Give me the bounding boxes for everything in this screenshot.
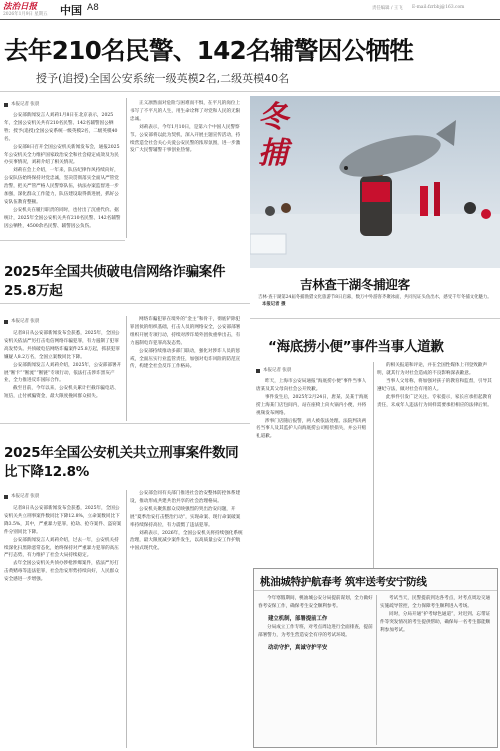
editor-email: E-mail:fzrbbj@163.com [412, 5, 465, 10]
byline-marker-icon [4, 320, 8, 324]
section-name: 中国 [60, 4, 82, 17]
sidebar-col1 [258, 595, 374, 745]
lead-rule [0, 91, 500, 92]
lead-paragraph: 刘莉在会上介绍，一年来，队伍纪律作风持续向好，公安队伍始终保持对党忠诚，坚决贯彻落实全面从严管党治警，把关严管严格人民警察队伍，执法办案监督进一步加强，深化群众工作能力，队伍建设取得新进展，抓好公安队伍教育整顿。 [4, 168, 119, 205]
feature2-paragraph: 去年全国公安机关共侦办涉枪涉爆案件，依法严厉打击黄赌毒等违法犯罪，社会治安形势持续向好，人民群众安全感进一步增强。 [4, 561, 119, 583]
lead-continued [130, 100, 242, 260]
photo-rule [250, 318, 500, 319]
sidebar-paragraph: 今年寒假期间，桃油城公安分局提前谋划，全力做好春考安保工作，确保考生安全顺利参考。 [258, 596, 373, 609]
feature3-col2 [377, 362, 496, 568]
sidebar-col2 [380, 595, 494, 745]
feature1-headline [4, 263, 244, 301]
column-divider [373, 362, 374, 568]
feature2-paragraph: 记者8日从公安部新闻发布会获悉，2025年，全国公安机关共立刑事案件数同比下降12.8%，立命案数同比下降3.5%，其中，严重暴力犯罪，抢劫、抢夺案件、盗窃案件分别同比下降。 [4, 506, 122, 535]
lead-body [4, 112, 122, 232]
sidebar-paragraph: 考试当天，民警提前到达各考点，对考点周边交通实施疏导管控，全力保障考生顺利进入考场。 [380, 596, 491, 609]
feature2-col2 [130, 490, 244, 748]
editor-info: 责任编辑 / 王飞 [372, 6, 403, 11]
feature2-rule [0, 423, 250, 424]
lead-subheadline: 授予(追授)全国公安系统一级英模2名,二级英模40名 [36, 72, 290, 85]
news-photo [250, 96, 500, 268]
lead-headline: 去年210名民警、142名辅警因公牺牲 [4, 36, 414, 65]
photo-caption-text: 吉林·查干湖第24届冬捕渔猎文化旅游节8日启幕，数万中外游客齐聚冰面，共同见证头鱼出水，感受千年冬捕文化魅力。 [258, 295, 492, 300]
column-divider [126, 98, 127, 238]
feature1-paragraph: 记者8日从公安部新闻发布会获悉，2025年，全国公安机关依法严厉打击电信网络诈骗犯罪，有力遏制了犯罪高发势头。共侦破电信网络诈骗案件25.8万起，抓获犯罪嫌疑人8.2万名，全国立案数同比下降。 [4, 331, 120, 360]
feature3-paragraph: 涉事门店随后报警，两人被依法处理。法院判决两名当事人及其监护人向海底捞公司赔偿损失，并公开赔礼道歉。 [256, 418, 367, 440]
photo-title: 吉林查干湖冬捕迎客 [300, 277, 410, 292]
feature1-rule [0, 240, 125, 241]
sidebar-subhead: 动动守护，真诚守护平安 [268, 644, 328, 651]
lead-byline [4, 101, 39, 108]
lead-paragraph: 公安部8日召开全国公安机关新闻发布会，通报2025年公安机关全力维护国家政治安全和社会稳定成效及为民办实事情况，刘莉介绍了相关情况。 [4, 144, 120, 166]
column-divider [126, 316, 127, 421]
feature3-paragraph: 的相关报道和评论，并在全国性媒体上刊登致歉声明，就其行为对社会造成的不良影响深表歉意。 [377, 363, 488, 376]
sidebar-box [253, 568, 498, 748]
feature2-paragraph: 公安部会同有关部门推进社会治安整体防控体系建设，推动形成共建共治共享的社会治理格局。 [130, 491, 241, 504]
byline-marker-icon [256, 369, 260, 373]
feature3-byline-text: 本报记者 张晨 [263, 368, 292, 373]
feature1-paragraph: 公安部持续推动多部门联动，强化对涉诈人员的惩戒，全面压实行业监管责任，加强对电诈风险的防范宣传，构建全社会反诈工作格局。 [130, 348, 241, 370]
feature1-byline-text: 本报记者 张晨 [11, 319, 40, 324]
feature1-paragraph: 网络诈骗犯罪在境外的“金主”和骨干，彻底铲除犯罪团伙的组织基础，打击人员的网络安全，公安部部署组织开展专项行动，持续对涉诈境外团伙重拳出击，有力遏制电诈犯罪高发态势。 [130, 317, 241, 346]
feature2-paragraph: 刘莉表示，2026年，全国公安机关将持续强化系统治理，最大限度减少案件发生，以高质量公安工作护航中国式现代化。 [130, 530, 243, 552]
lead-paragraph: 公安部新闻发言人刘莉1月8日在北京表示，2025年，全国公安机关共有210名民警、142名辅警因公牺牲；授予(追授)全国公安系统一级英模2名，二级英模40名。 [4, 113, 118, 142]
column-divider [126, 490, 127, 748]
feature2-col1 [4, 505, 122, 749]
masthead [0, 0, 500, 20]
sidebar-paragraph: 分局成立工作专班，对考点周边进行全面排查，提前部署警力，为考生营造安全有序的考试环境。 [258, 624, 373, 638]
byline-marker-icon [4, 495, 8, 499]
byline-marker-icon [4, 103, 8, 107]
feature3-paragraph: 当事人父母称，将加强对孩子的教育和监督，引导其遵纪守法，做对社会有用的人。 [377, 378, 492, 392]
feature1-top-rule [0, 303, 250, 304]
feature3-paragraph: 此事件引发广泛关注。专家提示，家长应承担起教育责任，未成年人违法行为同样需要承担相应的法律后果。 [377, 394, 492, 408]
feature1-paragraph: 公安部新闻发言人刘莉介绍，2025年，公安部部署开展“断卡”“断流”“断链”专项行动，依法打击涉诈黑灰产业，全力推进反诈国际合作。 [4, 362, 122, 384]
feature2-byline-text: 本报记者 张晨 [11, 494, 40, 499]
feature1-paragraph: 截至目前，今年以来，公安机关累计拦截诈骗电话、短信，止付被骗资金，最大限度挽回群众损失。 [4, 386, 119, 400]
sidebar-subhead: 建立机制，部署提前工作 [268, 615, 328, 622]
masthead-date: 2026年1月9日 星期五 [3, 12, 48, 17]
photo-calligraphy: 冬捕 [258, 100, 288, 171]
feature2-paragraph: 公安部新闻发言人刘莉介绍，过去一年，公安机关持续深化扫黑除恶常态化，始终保持对严重暴力犯罪的高压严打态势，有力维护了社会大局持续稳定。 [4, 537, 119, 559]
feature1-title: 2025年全国共侦破电信网络诈骗案件25.8万起 [4, 264, 226, 299]
page-number: A8 [87, 3, 99, 13]
column-divider [376, 595, 377, 745]
feature2-paragraph: 公安机关聚焦群众反映强烈的突出治安问题，开展“夏季治安打击整治行动”，实现命案、现行命案破案率持续保持高位，有力震慑了违法犯罪。 [130, 506, 241, 528]
sidebar-title: 桃油城特护航春考 筑牢送考安宁防线 [260, 576, 427, 588]
feature3-headline: “海底捞小便”事件当事人道歉 [268, 339, 444, 355]
paper-name: 法治日报 [3, 2, 38, 12]
sidebar-paragraph: 同时，分局开通“护考绿色通道”，对迟到、忘带证件等突发情况的考生提供帮助，确保每一名考生都能顺利参加考试。 [380, 611, 491, 633]
feature2-title: 2025年全国公安机关共立刑事案件数同比下降12.8% [4, 445, 239, 480]
lead-paragraph: 公安机关在履行职责的同时，也付出了沉重代价。据统计，2025年全国公安机关共有210名民警、142名辅警因公牺牲，4500余名民警、辅警因公负伤。 [4, 207, 121, 229]
lead-paragraph: 正义凛然面对危险与困难而不惧，在平凡的岗位上书写了不平凡的人生，用生命诠释了对党和人民的无限忠诚。 [130, 101, 241, 122]
photo-credit: 本报记者 摄 [262, 302, 286, 308]
feature1-byline [4, 318, 39, 325]
feature3-paragraph: 昨天，上海市公安局通报“海底捞小便”事件当事人唐某及其父母向社会公开致歉。 [256, 379, 367, 392]
lead-byline-text: 本报记者 张晨 [11, 102, 40, 107]
masthead-rule [0, 19, 500, 20]
feature2-byline [4, 493, 39, 500]
photo-caption [258, 294, 496, 309]
lead-paragraph: 刘莉表示，今年1月10日，是第六个中国人民警察节。公安部将以此为契机，深入开展主题宣传活动，持续营造全社会关心关爱公安民警的浓厚氛围，进一步激发广大民警辅警干事创业热情。 [130, 124, 241, 154]
feature1-col1 [4, 330, 122, 420]
feature1-col2 [130, 316, 244, 420]
sidebar-title-bar [254, 569, 497, 591]
feature3-byline [256, 367, 291, 374]
feature2-headline [4, 444, 239, 482]
feature3-paragraph: 事件发生后，2025年2月24日，唐某、吴某于海底捞上海某门店包间内，站在座椅上向火锅内小便，并将视频发布网络。 [256, 394, 369, 416]
feature3-col1 [256, 378, 369, 568]
